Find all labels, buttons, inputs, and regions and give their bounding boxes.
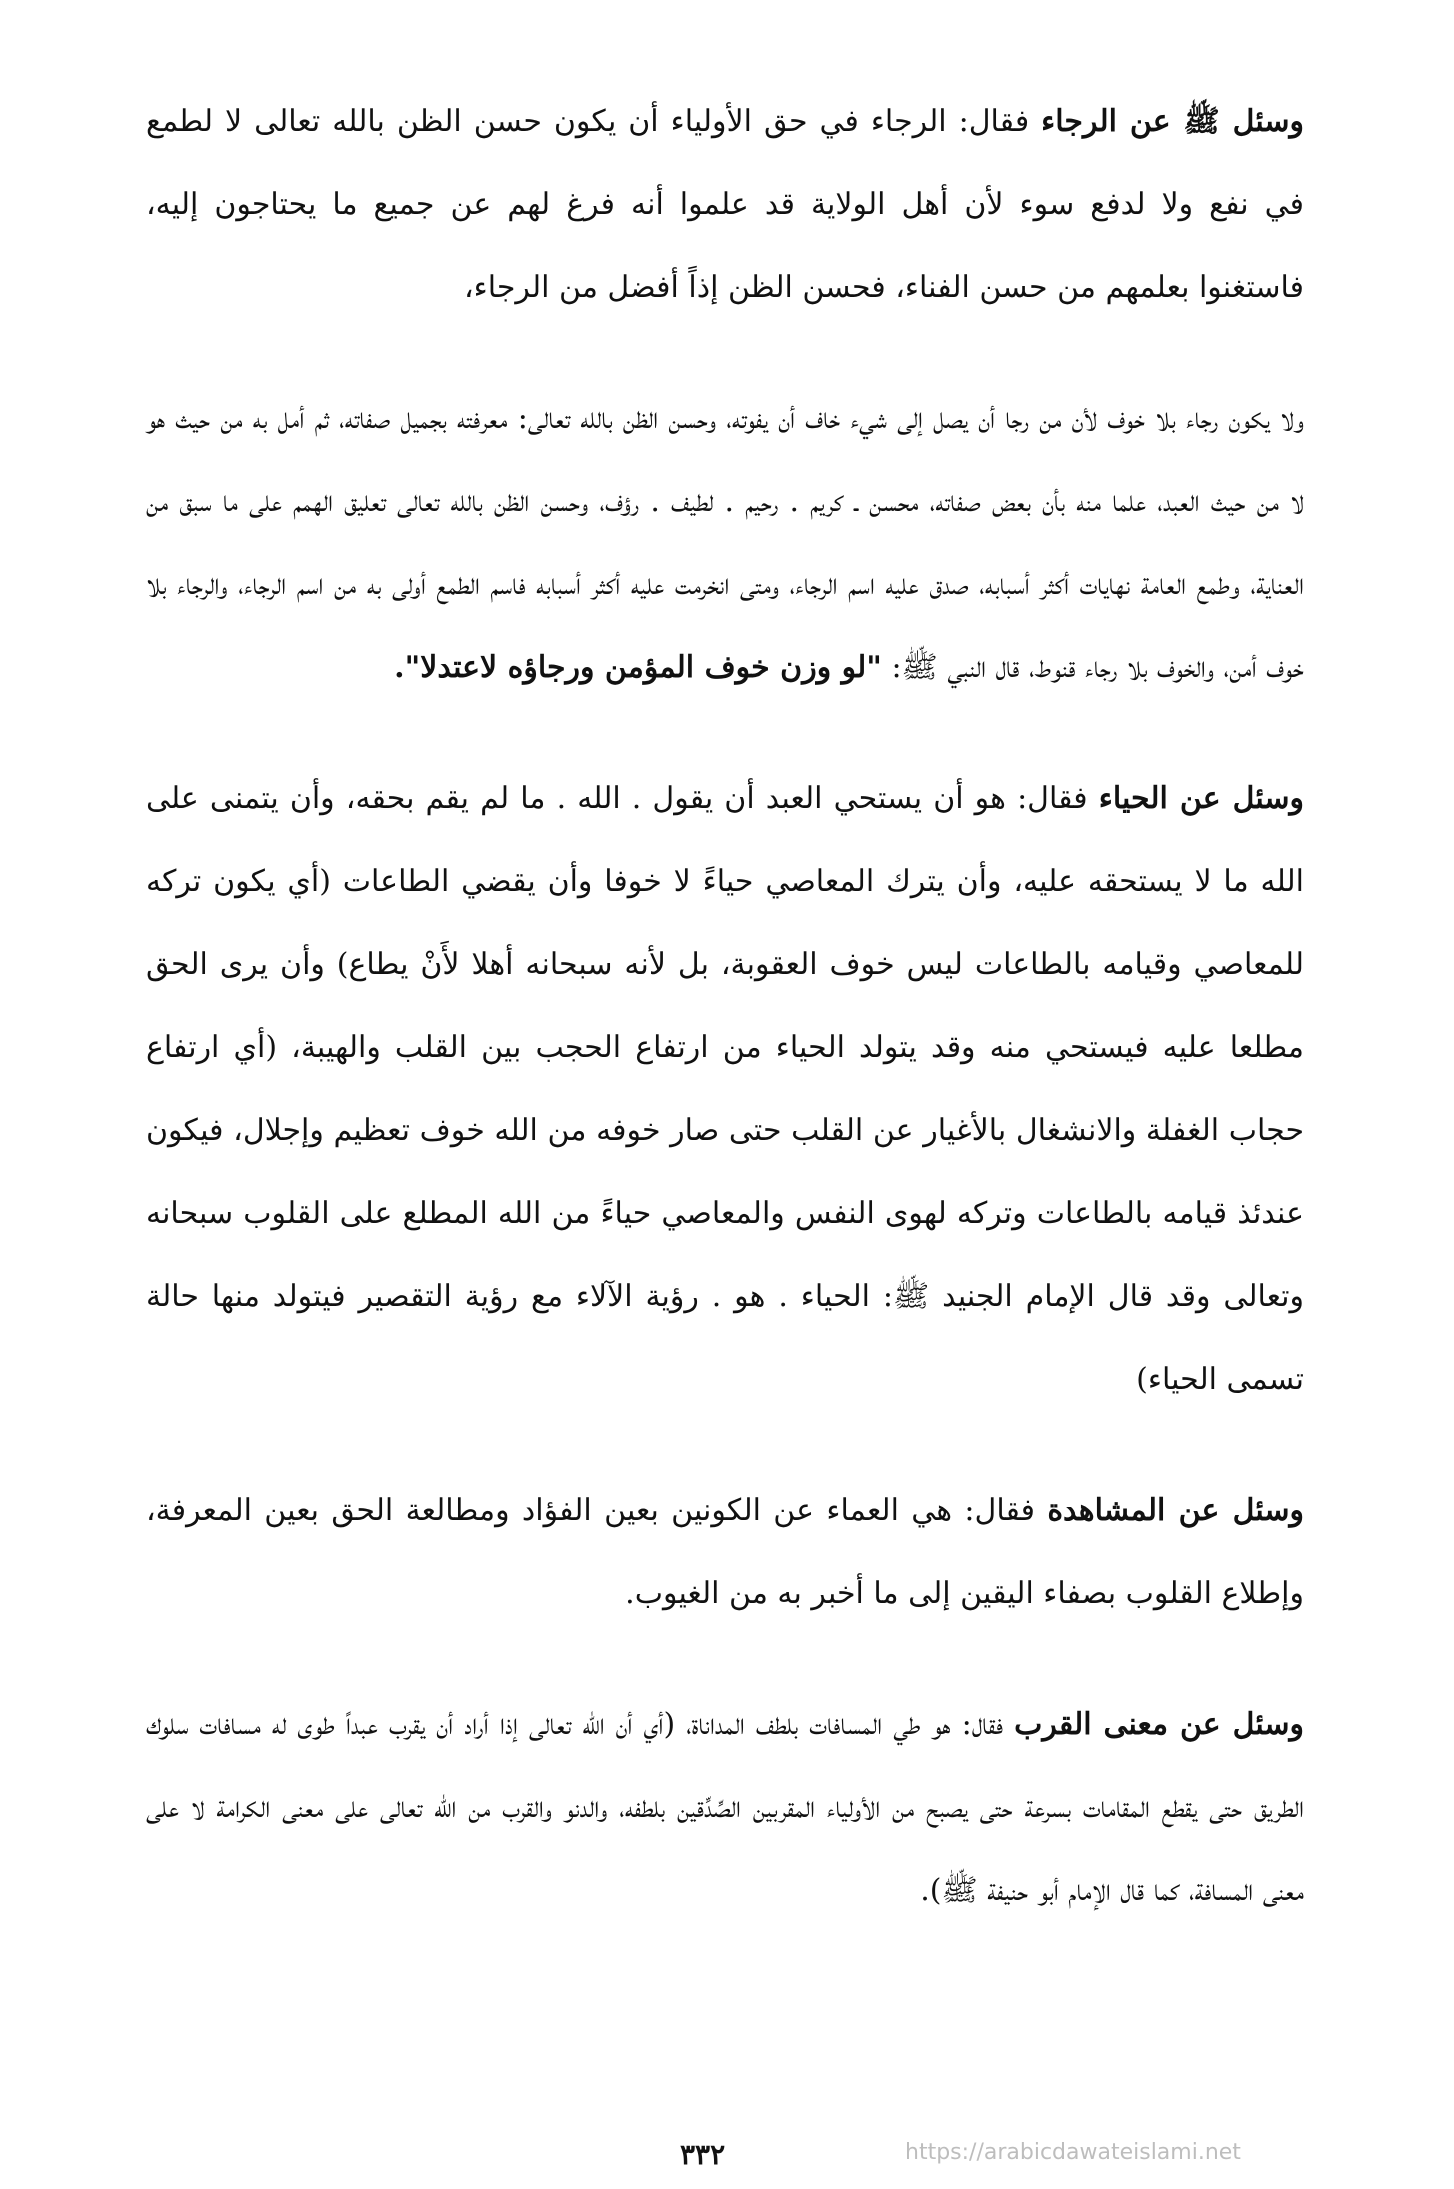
paragraph-text: فقال: هو أن يستحي العبد أن يقول . الله . ما لم يقم بحقه، وأن يتمنى على الله ما لا يستحقه عليه، وأن يترك المعاصي حياءً لا خوفا وأن يقضي الطاعات (أي يكون تركه للمعاصي وقيامه بالطاعات ليس خوف العقوبة، بل لأنه سبحانه أهلا لأَنْ يطاع) وأن يرى الحق مطلعا عليه فيستحي منه وقد يتولد الحياء من ارتفاع الحجب بين القلب والهيبة، (أي ارتفاع حجاب الغفلة والانشغال بالأغيار عن القلب حتى صار خوفه من الله خوف تعظيم وإجلال، فيكون عندئذ قيامه بالطاعات وتركه لهوى النفس والمعاصي حياءً من الله المطلع على القلوب سبحانه وتعالى وقد قال الإمام الجنيد ﷺ: الحياء . هو . رؤية الآلاء مع رؤية التقصير فيتولد منها حالة تسمى الحياء) (146, 781, 1304, 1397)
paragraph-raja (146, 80, 1304, 329)
paragraph-text: فقال: هي العماء عن الكونين بعين الفؤاد ومطالعة الحق بعين المعرفة، وإطلاع القلوب بصفاء اليقين إلى ما أخبر به من الغيوب. (146, 1493, 1304, 1611)
page-number: ٣٣٢ (680, 2138, 726, 2171)
site-url-watermark: https://arabicdawateislami.net (905, 2140, 1241, 2165)
paragraph-khawf-raja (146, 377, 1304, 709)
paragraph-text: ولا يكون رجاء بلا خوف لأن من رجا أن يصل إلى شيء خاف أن يفوته، وحسن الظن بالله تعالى: معرفته بجميل صفاته، ثم أمل به من حيث هو لا من حيث العبد، علما منه بأن بعض صفاته، محسن ـ كريم . رحيم . لطيف . رؤف، وحسن الظن بالله تعالى تعليق الهمم على ما سبق من العناية، وطمع العامة نهايات أكثر أسبابه، صدق عليه اسم الرجاء، ومتى انخرمت عليه أكثر أسبابه فاسم الطمع أولى به من اسم الرجاء، والرجاء بلا خوف أمن، والخوف بلا رجاء قنوط، قال النبي ﷺ: (146, 401, 1304, 685)
paragraph-lead: وسئل عن معنى القرب (1014, 1707, 1305, 1742)
paragraph-lead: وسئل عن الحياء (1098, 781, 1304, 816)
paragraph-haya (146, 757, 1304, 1421)
paragraph-qurb (146, 1683, 1304, 1932)
page-footer (0, 2138, 1454, 2171)
paragraph-text: فقال: هو طي المسافات بلطف المداناة، (أي أن الله تعالى إذا أراد أن يقرب عبداً طوى له مسافات سلوك الطريق حتى يقطع المقامات بسرعة حتى يصبح من الأولياء المقربين الصِّدِّقين بلطفه، والدنو والقرب من الله تعالى على معنى الكرامة لا على معنى المسافة، كما قال الإمام أبو حنيفة ﷺ). (146, 1707, 1304, 1908)
hadith-quote: "لو وزن خوف المؤمن ورجاؤه لاعتدلا". (394, 650, 882, 685)
paragraph-text: فقال: الرجاء في حق الأولياء أن يكون حسن الظن بالله تعالى لا لطمع في نفع ولا لدفع سوء لأن أهل الولاية قد علموا أنه فرغ لهم عن جميع ما يحتاجون إليه، فاستغنوا بعلمهم من حسن الفناء، فحسن الظن إذاً أفضل من الرجاء، (146, 104, 1304, 305)
paragraph-lead: وسئل ﷺ عن الرجاء (1041, 104, 1305, 139)
paragraph-mushahada (146, 1469, 1304, 1635)
paragraph-lead: وسئل عن المشاهدة (1047, 1493, 1304, 1528)
text-body (146, 80, 1304, 1980)
